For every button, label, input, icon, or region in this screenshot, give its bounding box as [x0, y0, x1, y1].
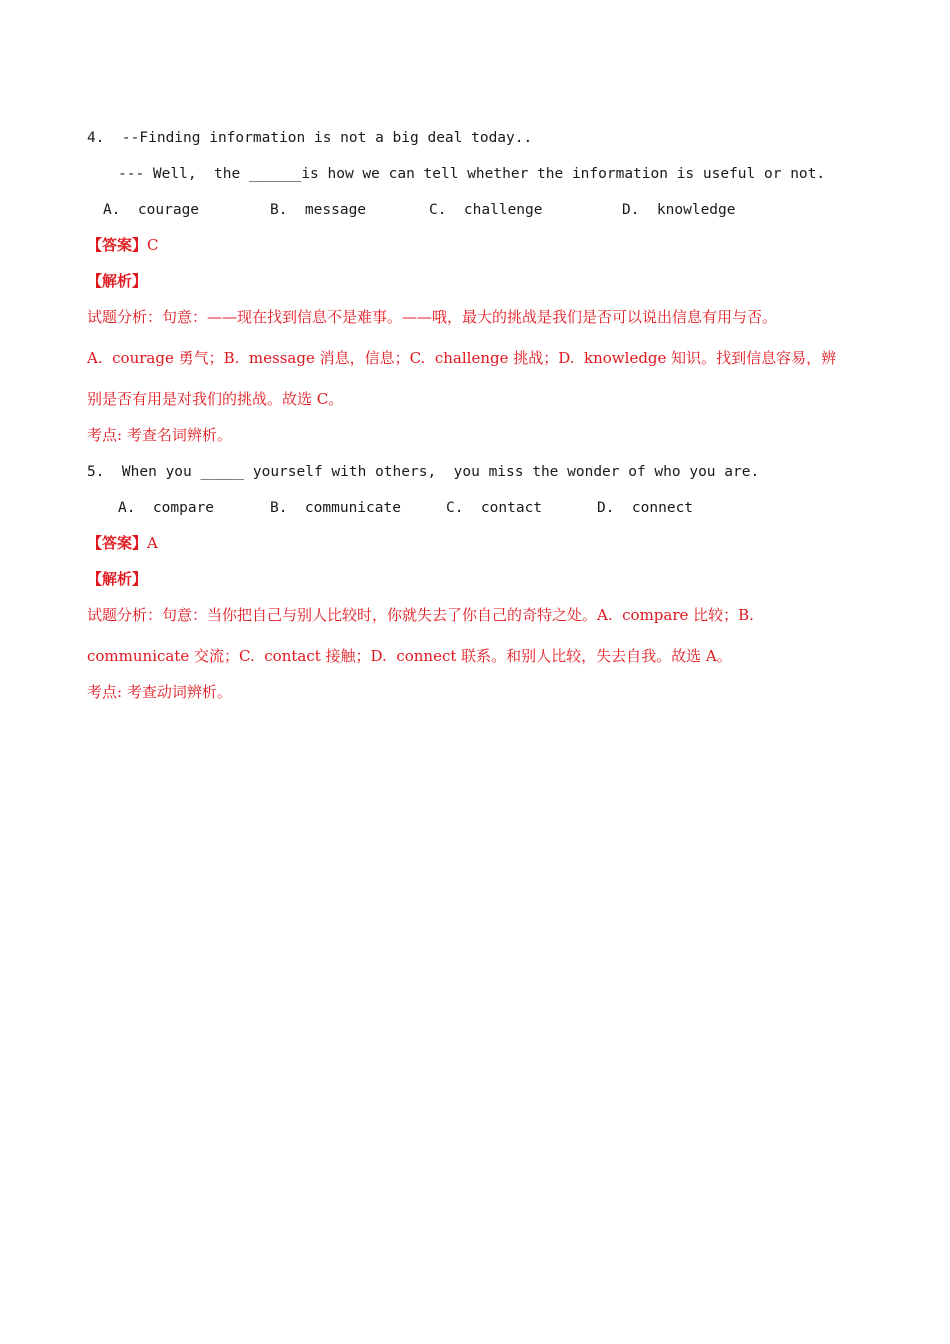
q5-option-c: C. contact	[446, 500, 543, 516]
q4-answer	[87, 235, 159, 255]
answer-value: A	[147, 534, 158, 552]
q5-analysis-line1: 试题分析：句意：当你把自己与别人比较时，你就失去了你自己的奇特之处。A. compare 比较；B.	[87, 606, 754, 624]
q4-reply: --- Well, the ______is how we can tell whether the information is useful or not.	[118, 166, 826, 182]
answer-tag: 【答案】	[87, 236, 148, 254]
q5-point: 考点: 考查动词辨析。	[87, 683, 232, 701]
q4-analysis-line3: 别是否有用是对我们的挑战。故选 C。	[87, 390, 344, 408]
answer-value: C	[147, 236, 159, 254]
q4-stem: 4. --Finding information is not a big deal today..	[87, 130, 533, 146]
q4-option-c: C. challenge	[429, 202, 543, 218]
q4-analysis-tag: 【解析】	[87, 272, 148, 290]
q5-analysis-tag: 【解析】	[87, 570, 148, 588]
q4-point: 考点: 考查名词辨析。	[87, 426, 232, 444]
q4-analysis-line1: 试题分析：句意：——现在找到信息不是难事。——哦，最大的挑战是我们是否可以说出信息有用与否。	[87, 308, 778, 326]
q5-stem: 5. When you _____ yourself with others, you miss the wonder of who you are.	[87, 464, 760, 480]
q5-option-b: B. communicate	[270, 500, 401, 516]
q5-analysis-line2: communicate 交流；C. contact 接触；D. connect 联系。和别人比较，失去自我。故选 A。	[87, 647, 732, 665]
q4-option-d: D. knowledge	[622, 202, 736, 218]
q5-option-a: A. compare	[118, 500, 215, 516]
q5-answer	[87, 533, 158, 553]
q4-analysis-line2: A. courage 勇气；B. message 消息，信息；C. challenge 挑战；D. knowledge 知识。找到信息容易，辨	[87, 349, 837, 367]
q4-option-a: A. courage	[103, 202, 200, 218]
answer-tag: 【答案】	[87, 534, 148, 552]
q4-option-b: B. message	[270, 202, 367, 218]
q5-option-d: D. connect	[597, 500, 694, 516]
